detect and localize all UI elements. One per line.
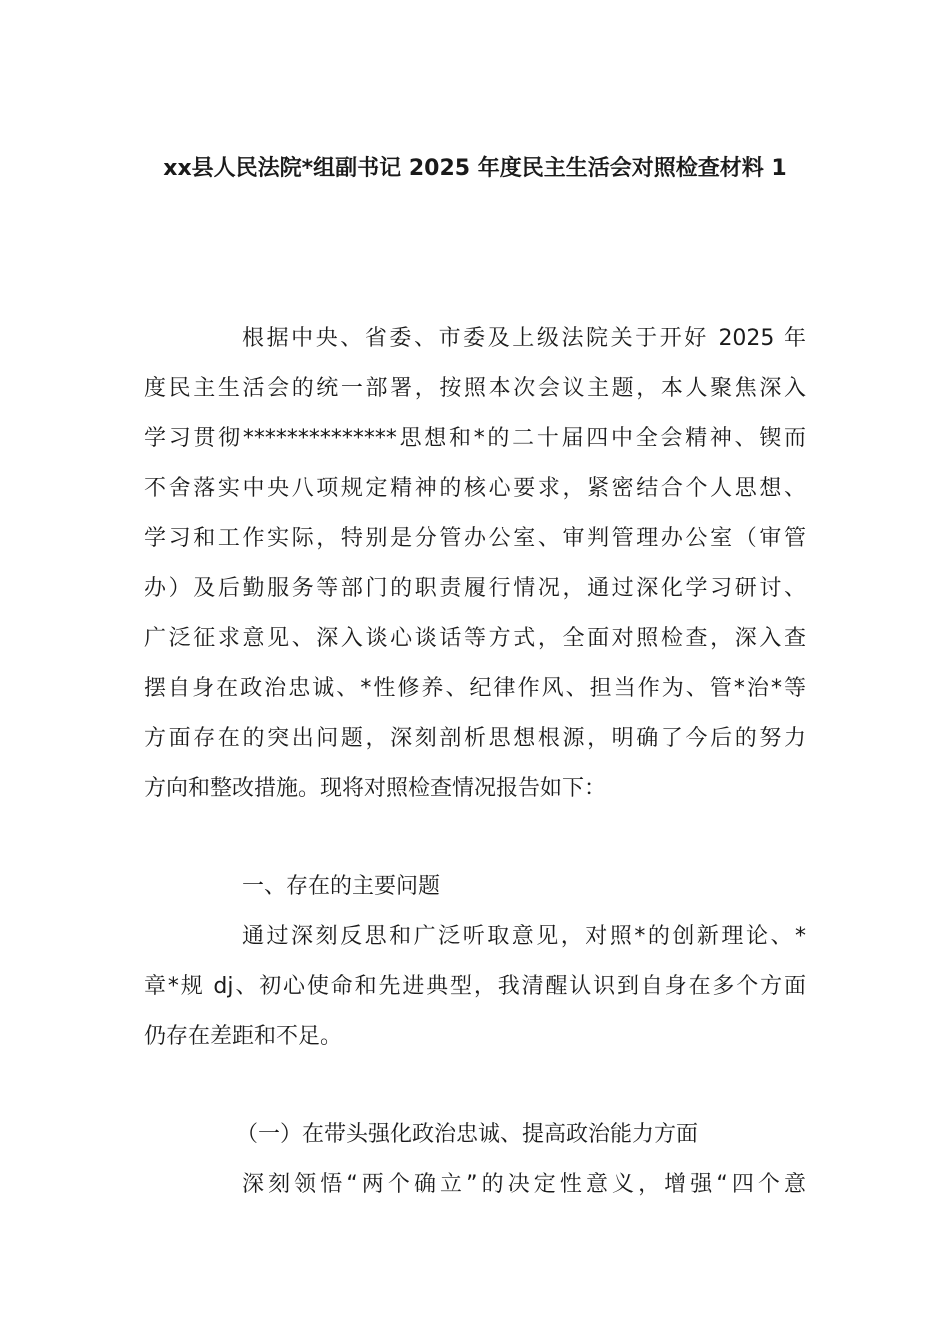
intro-line-9: 方面存在的突出问题，深刻剖析思想根源，明确了今后的努力	[144, 726, 806, 751]
document-title: xx县人民法院*组副书记 2025 年度民主生活会对照检查材料 1	[163, 156, 787, 181]
section-line-2: 章*规 dj、初心使命和先进典型，我清醒认识到自身在多个方面	[144, 974, 806, 999]
intro-line-2: 度民主生活会的统一部署，按照本次会议主题，本人聚焦深入	[144, 376, 806, 401]
subsection-heading: （一）在带头强化政治忠诚、提高政治能力方面	[236, 1122, 699, 1147]
intro-line-7: 广泛征求意见、深入谈心谈话等方式，全面对照检查，深入查	[144, 626, 806, 651]
intro-line-1: 根据中央、省委、市委及上级法院关于开好 2025 年	[242, 326, 806, 351]
intro-line-3: 学习贯彻**************思想和*的二十届四中全会精神、锲而	[144, 426, 806, 451]
intro-line-6: 办）及后勤服务等部门的职责履行情况，通过深化学习研讨、	[144, 576, 806, 601]
intro-line-4: 不舍落实中央八项规定精神的核心要求，紧密结合个人思想、	[144, 476, 806, 501]
section-heading: 一、存在的主要问题	[242, 874, 441, 899]
intro-line-10: 方向和整改措施。现将对照检查情况报告如下：	[144, 776, 607, 801]
section-line-1: 通过深刻反思和广泛听取意见，对照*的创新理论、*	[242, 924, 806, 949]
intro-line-8: 摆自身在政治忠诚、*性修养、纪律作风、担当作为、管*治*等	[144, 676, 806, 701]
section-line-3: 仍存在差距和不足。	[144, 1024, 343, 1049]
subsection-line-1: 深刻领悟“两个确立”的决定性意义，增强“四个意	[242, 1172, 806, 1197]
intro-line-5: 学习和工作实际，特别是分管办公室、审判管理办公室（审管	[144, 526, 806, 551]
